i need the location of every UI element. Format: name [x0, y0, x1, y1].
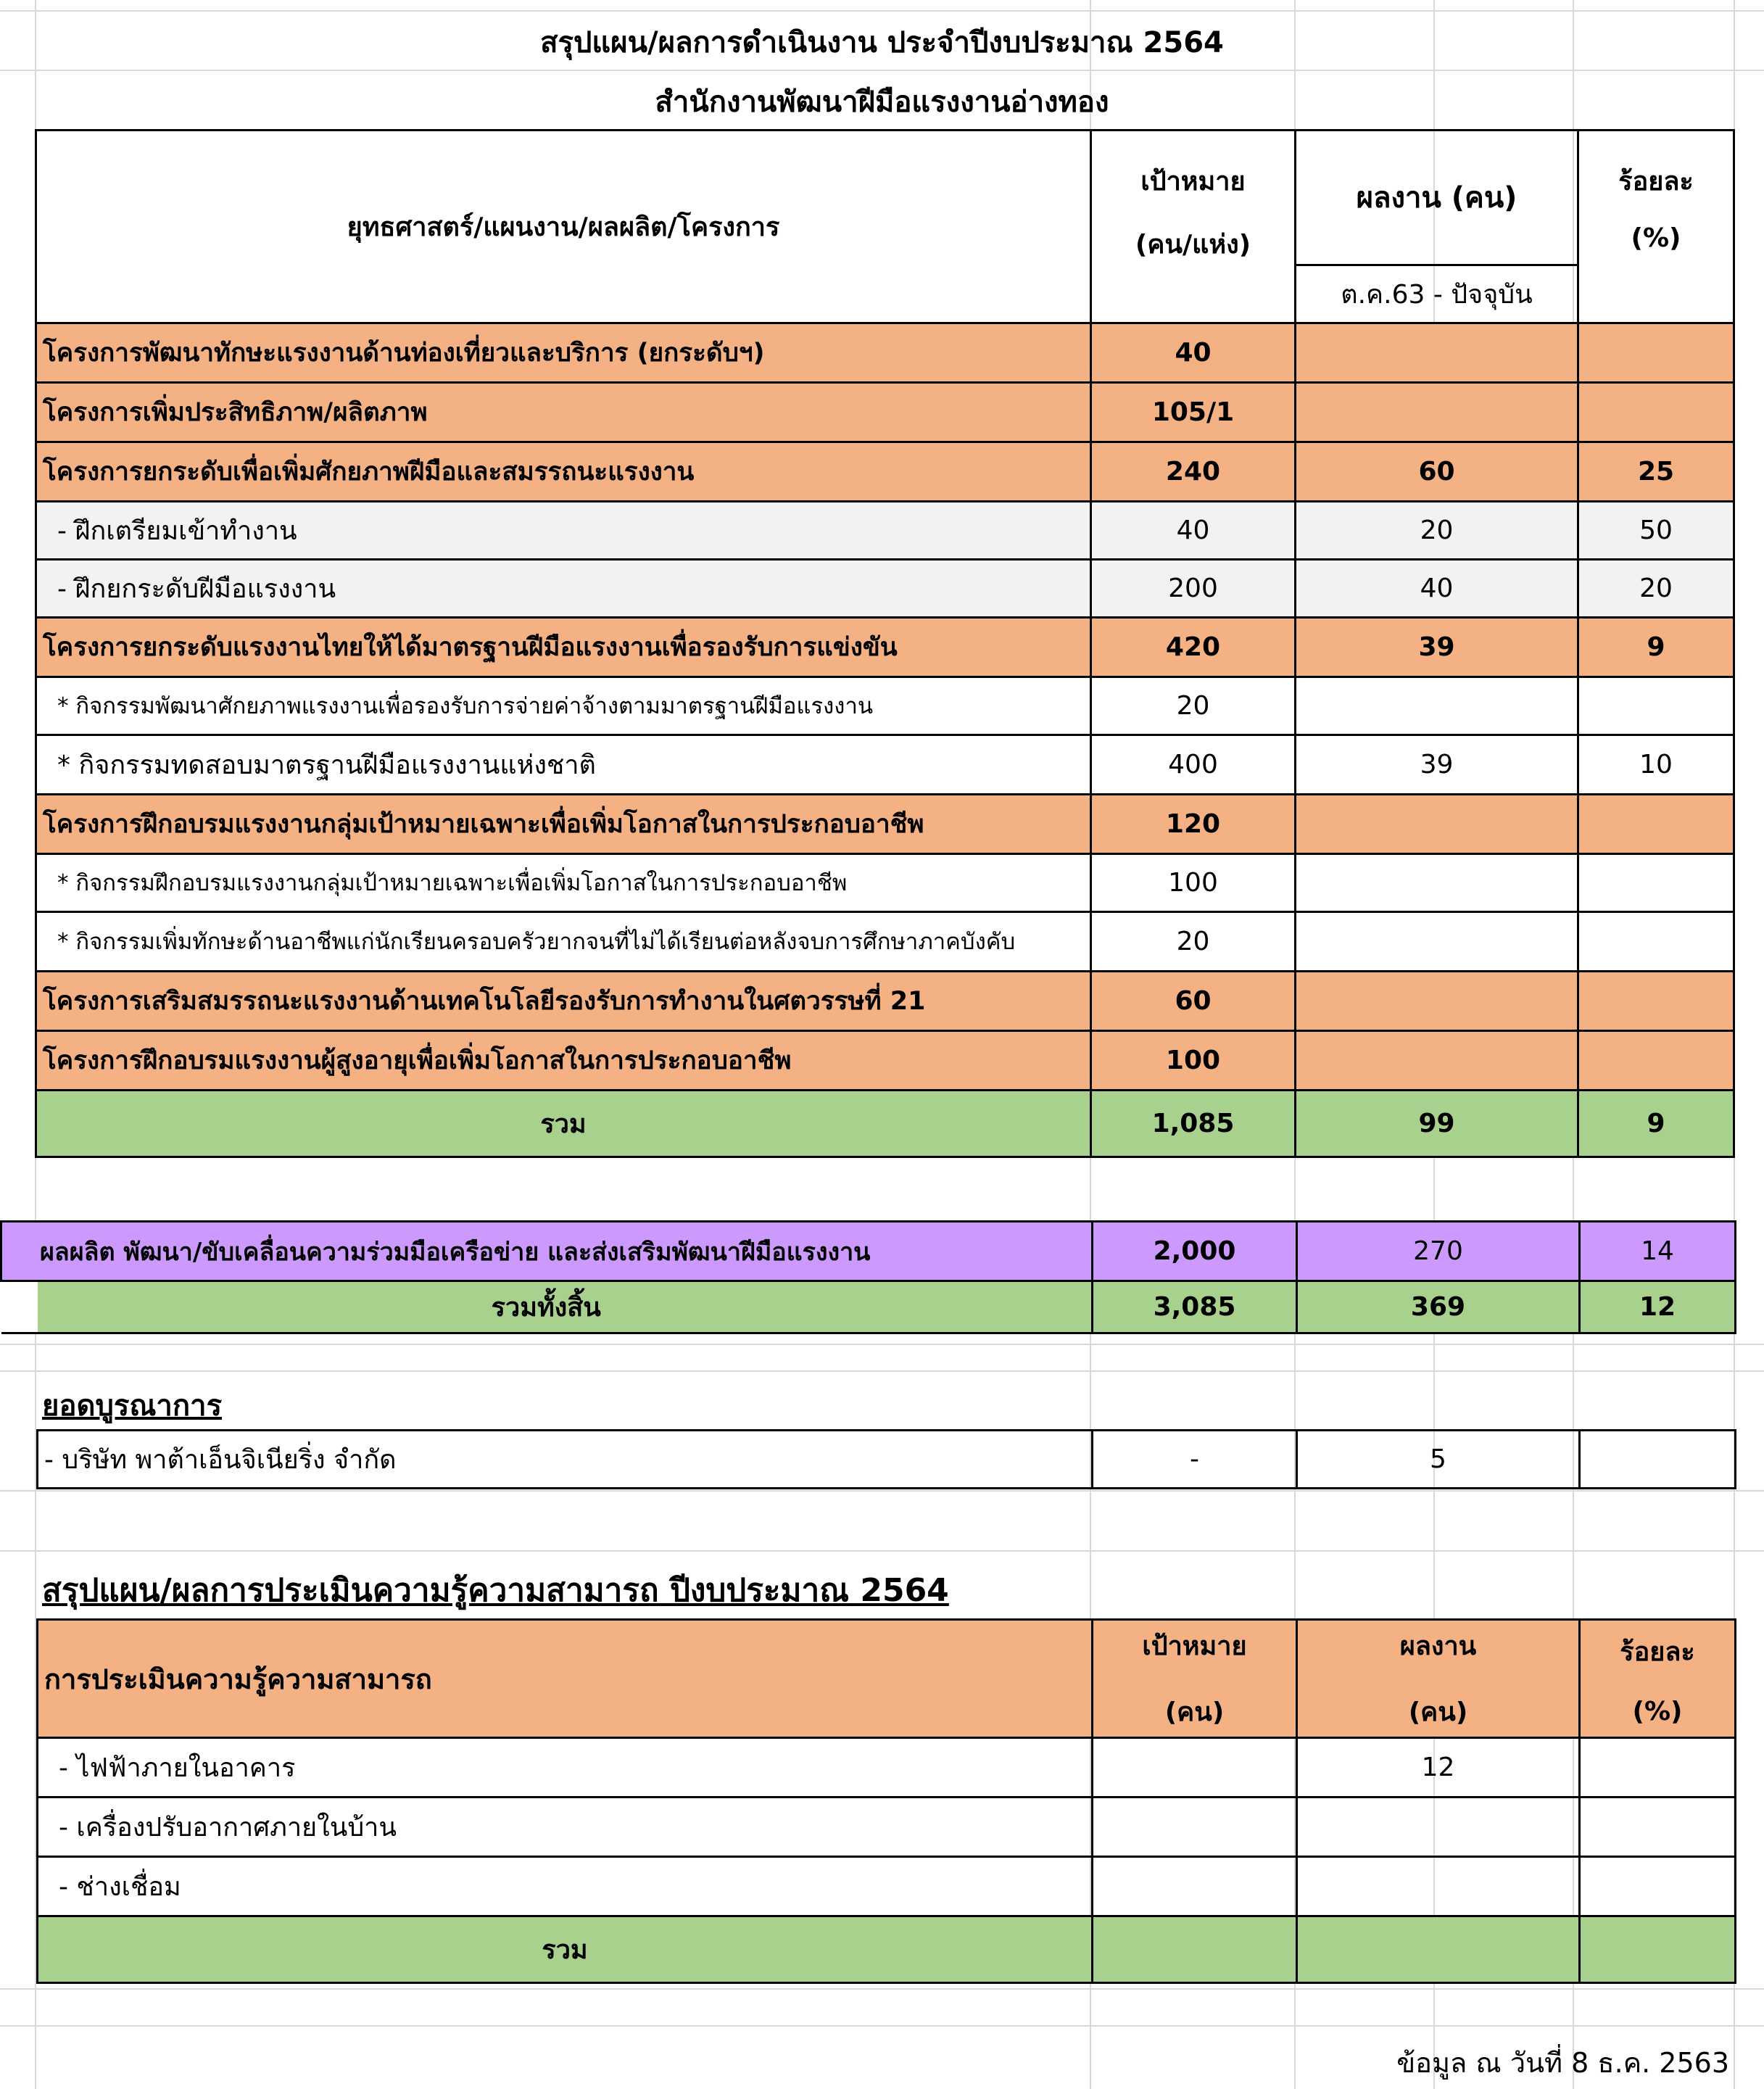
- assessment-col-percent-label: ร้อยละ: [1620, 1637, 1695, 1667]
- plan-row-percent: [1578, 382, 1734, 442]
- plan-row-name: โครงการเพิ่มประสิทธิภาพ/ผลิตภาพ: [36, 382, 1091, 442]
- plan-row: [36, 794, 1734, 853]
- assessment-total-percent: [1580, 1916, 1736, 1983]
- total-percent: 9: [1578, 1090, 1734, 1157]
- plan-row-target: 100: [1091, 1030, 1296, 1090]
- plan-row-percent: 25: [1578, 442, 1734, 501]
- header-result-period: ต.ค.63 - ปัจจุบัน: [1296, 265, 1578, 323]
- plan-row: [36, 853, 1734, 911]
- assessment-row-percent: [1580, 1738, 1736, 1798]
- plan-row-target: 240: [1091, 442, 1296, 501]
- plan-row-name: โครงการฝึกอบรมแรงงานกลุ่มเป้าหมายเฉพาะเพื่อเพิ่มโอกาสในการประกอบอาชีพ: [36, 794, 1091, 853]
- assessment-col-percent-unit: (%): [1632, 1697, 1683, 1726]
- assessment-row-name: - ช่างเชื่อม: [38, 1857, 1093, 1916]
- grand-total-result: 369: [1297, 1281, 1580, 1333]
- assessment-row-target: [1093, 1738, 1297, 1798]
- plan-row-target: 420: [1091, 617, 1296, 677]
- plan-row-name: โครงการยกระดับเพื่อเพิ่มศักยภาพฝีมือและสมรรถนะแรงงาน: [36, 442, 1091, 501]
- output-table: [0, 1220, 1736, 1334]
- plan-row: [36, 1030, 1734, 1090]
- plan-row-percent: [1578, 1030, 1734, 1090]
- plan-row-percent: [1578, 677, 1734, 735]
- plan-row-percent: [1578, 794, 1734, 853]
- assessment-row-target: [1093, 1798, 1297, 1857]
- data-date-note: ข้อมูล ณ วันที่ 8 ธ.ค. 2563: [1396, 2047, 1729, 2079]
- assessment-row: [38, 1738, 1736, 1798]
- assessment-col-target-unit: (คน): [1164, 1697, 1225, 1727]
- plan-row: [36, 677, 1734, 735]
- assessment-col-result-label: ผลงาน: [1399, 1631, 1477, 1661]
- plan-row-percent: [1578, 971, 1734, 1030]
- header-result: ผลงาน (คน): [1296, 131, 1578, 265]
- assessment-total-result: [1297, 1916, 1580, 1983]
- output-row: [1, 1222, 1736, 1281]
- plan-row: [36, 617, 1734, 677]
- plan-row-target: 60: [1091, 971, 1296, 1030]
- assessment-col-target: [1093, 1620, 1297, 1738]
- header-target-unit: (คน/แห่ง): [1135, 230, 1251, 260]
- grand-total-percent: 12: [1580, 1281, 1736, 1333]
- assessment-total-row: [38, 1916, 1736, 1983]
- plan-row: [36, 323, 1734, 382]
- grand-total-row: [1, 1281, 1736, 1333]
- assessment-col-percent: [1580, 1620, 1736, 1738]
- plan-row-result: [1296, 1030, 1578, 1090]
- plan-row-name: * กิจกรรมพัฒนาศักยภาพแรงงานเพื่อรองรับการจ่ายค่าจ้างตามมาตรฐานฝีมือแรงงาน: [36, 677, 1091, 735]
- plan-row-name: โครงการพัฒนาทักษะแรงงานด้านท่องเที่ยวและบริการ (ยกระดับฯ): [36, 323, 1091, 382]
- assessment-table: [36, 1618, 1736, 1984]
- header-project: ยุทธศาสตร์/แผนงาน/ผลผลิต/โครงการ: [36, 131, 1091, 323]
- plan-row: [36, 735, 1734, 794]
- assessment-row: [38, 1857, 1736, 1916]
- assessment-col-result-unit: (คน): [1408, 1697, 1468, 1727]
- plan-row-result: 40: [1296, 559, 1578, 617]
- output-name: ผลผลิต พัฒนา/ขับเคลื่อนความร่วมมือเครือข่าย และส่งเสริมพัฒนาฝีมือแรงงาน: [1, 1222, 1093, 1281]
- plan-row-target: 105/1: [1091, 382, 1296, 442]
- plan-row-percent: [1578, 853, 1734, 911]
- plan-row-result: [1296, 794, 1578, 853]
- plan-row: [36, 559, 1734, 617]
- plan-row-target: 200: [1091, 559, 1296, 617]
- plan-row-name: - ฝึกยกระดับฝีมือแรงงาน: [36, 559, 1091, 617]
- plan-row-target: 400: [1091, 735, 1296, 794]
- plan-row-target: 20: [1091, 677, 1296, 735]
- assessment-col-name: การประเมินความรู้ความสามารถ: [38, 1620, 1093, 1738]
- assessment-row-result: [1297, 1798, 1580, 1857]
- plan-row-result: [1296, 971, 1578, 1030]
- assessment-header-row: [38, 1620, 1736, 1738]
- plan-row-result: [1296, 677, 1578, 735]
- grand-total-label: รวมทั้งสิ้น: [1, 1281, 1093, 1333]
- plan-row-result: [1296, 323, 1578, 382]
- plan-row-percent: 10: [1578, 735, 1734, 794]
- integration-result: 5: [1297, 1431, 1580, 1489]
- plan-row-result: 39: [1296, 617, 1578, 677]
- plan-row: [36, 442, 1734, 501]
- plan-row-name: โครงการยกระดับแรงงานไทยให้ได้มาตรฐานฝีมือแรงงานเพื่อรองรับการแข่งขัน: [36, 617, 1091, 677]
- assessment-total-label: รวม: [38, 1916, 1093, 1983]
- integration-percent: [1580, 1431, 1736, 1489]
- header-target-label: เป้าหมาย: [1140, 167, 1246, 197]
- plan-row-target: 120: [1091, 794, 1296, 853]
- plan-row-result: 60: [1296, 442, 1578, 501]
- total-label: รวม: [36, 1090, 1091, 1157]
- assessment-heading: สรุปแผน/ผลการประเมินความรู้ความสามารถ ปีงบประมาณ 2564: [42, 1572, 949, 1609]
- integration-row: [38, 1431, 1736, 1489]
- assessment-col-target-label: เป้าหมาย: [1142, 1631, 1247, 1661]
- output-result: 270: [1297, 1222, 1580, 1281]
- header-target: [1091, 131, 1296, 265]
- assessment-col-result: [1297, 1620, 1580, 1738]
- header-percent: [1578, 131, 1734, 265]
- integration-name: - บริษัท พาต้าเอ็นจิเนียริ่ง จำกัด: [38, 1431, 1093, 1489]
- plan-row-result: [1296, 853, 1578, 911]
- plan-row-result: 20: [1296, 501, 1578, 559]
- plan-row-name: โครงการเสริมสมรรถนะแรงงานด้านเทคโนโลยีรองรับการทำงานในศตวรรษที่ 21: [36, 971, 1091, 1030]
- plan-row-name: * กิจกรรมทดสอบมาตรฐานฝีมือแรงงานแห่งชาติ: [36, 735, 1091, 794]
- main-plan-table: [35, 129, 1735, 1158]
- integration-target: -: [1093, 1431, 1297, 1489]
- plan-row-name: * กิจกรรมฝึกอบรมแรงงานกลุ่มเป้าหมายเฉพาะเพื่อเพิ่มโอกาสในการประกอบอาชีพ: [36, 853, 1091, 911]
- plan-row-target: 20: [1091, 911, 1296, 971]
- assessment-row-result: [1297, 1857, 1580, 1916]
- plan-row-percent: 20: [1578, 559, 1734, 617]
- total-row: [36, 1090, 1734, 1157]
- total-target: 1,085: [1091, 1090, 1296, 1157]
- plan-row-percent: [1578, 911, 1734, 971]
- assessment-row: [38, 1798, 1736, 1857]
- header-percent-label: ร้อยละ: [1618, 167, 1694, 197]
- assessment-row-name: - เครื่องปรับอากาศภายในบ้าน: [38, 1798, 1093, 1857]
- integration-heading: ยอดบูรณาการ: [42, 1389, 223, 1423]
- plan-row-target: 40: [1091, 501, 1296, 559]
- assessment-row-percent: [1580, 1857, 1736, 1916]
- plan-row: [36, 382, 1734, 442]
- plan-row-percent: 50: [1578, 501, 1734, 559]
- plan-row-name: - ฝึกเตรียมเข้าทำงาน: [36, 501, 1091, 559]
- plan-row-result: [1296, 911, 1578, 971]
- plan-row-percent: [1578, 323, 1734, 382]
- plan-row-target: 100: [1091, 853, 1296, 911]
- output-target: 2,000: [1093, 1222, 1297, 1281]
- assessment-total-target: [1093, 1916, 1297, 1983]
- assessment-row-name: - ไฟฟ้าภายในอาคาร: [38, 1738, 1093, 1798]
- integration-table: [36, 1429, 1736, 1489]
- plan-row: [36, 911, 1734, 971]
- total-result: 99: [1296, 1090, 1578, 1157]
- output-percent: 14: [1580, 1222, 1736, 1281]
- assessment-row-result: 12: [1297, 1738, 1580, 1798]
- plan-row-target: 40: [1091, 323, 1296, 382]
- plan-row-name: โครงการฝึกอบรมแรงงานผู้สูงอายุเพื่อเพิ่มโอกาสในการประกอบอาชีพ: [36, 1030, 1091, 1090]
- plan-row: [36, 971, 1734, 1030]
- assessment-row-percent: [1580, 1798, 1736, 1857]
- header-percent-unit: (%): [1631, 223, 1681, 253]
- page-subtitle: สำนักงานพัฒนาฝีมือแรงงานอ่างทอง: [655, 86, 1109, 119]
- plan-row-result: 39: [1296, 735, 1578, 794]
- plan-row: [36, 501, 1734, 559]
- plan-row-percent: 9: [1578, 617, 1734, 677]
- grand-total-target: 3,085: [1093, 1281, 1297, 1333]
- page-title: สรุปแผน/ผลการดำเนินงาน ประจำปีงบประมาณ 2564: [540, 26, 1224, 59]
- assessment-row-target: [1093, 1857, 1297, 1916]
- plan-row-result: [1296, 382, 1578, 442]
- plan-row-name: * กิจกรรมเพิ่มทักษะด้านอาชีพแก่นักเรียนครอบครัวยากจนที่ไม่ได้เรียนต่อหลังจบการศึกษาภาคบังคับ: [36, 911, 1091, 971]
